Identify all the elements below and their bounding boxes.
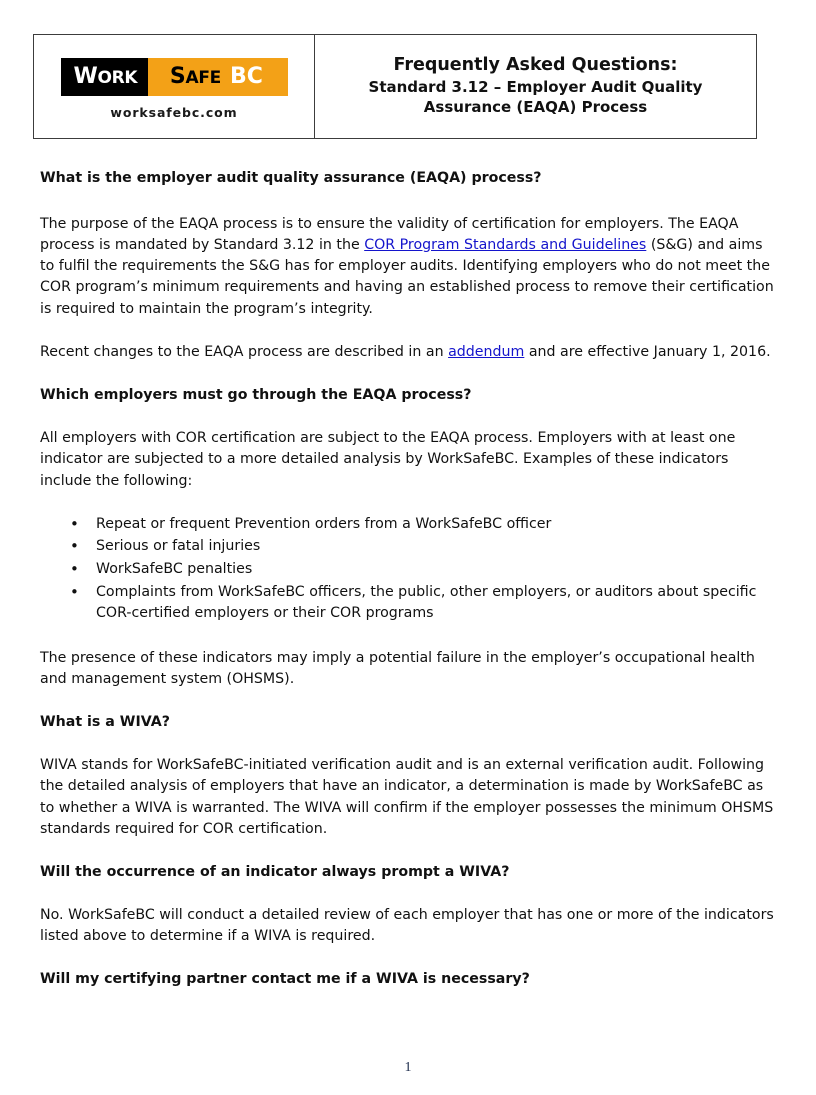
question-4: Will the occurrence of an indicator always prompt a WIVA? bbox=[40, 864, 510, 881]
list-item: • Repeat or frequent Prevention orders from a WorkSafeBC officer bbox=[40, 514, 774, 536]
spacer bbox=[40, 189, 774, 214]
header-title-line-3: Assurance (EAQA) Process bbox=[423, 98, 648, 117]
paragraph-1-text-b: (S&G) and aims to fulfil the requirements the S&G has for employer audits. Identifying employers who do not meet the COR program’s minimum requirements and having an established process to remove their certification is required to maintain the program’s integrity. bbox=[40, 236, 774, 317]
addendum-link[interactable]: addendum bbox=[448, 344, 525, 361]
spacer bbox=[40, 626, 774, 648]
paragraph-2-text-a: Recent changes to the EAQA process are described in an bbox=[40, 344, 449, 361]
paragraph-2-text-b: and are effective January 1, 2016. bbox=[524, 344, 771, 361]
spacer bbox=[40, 733, 774, 755]
logo-work-block bbox=[61, 58, 149, 96]
paragraph-1 bbox=[40, 214, 774, 320]
logo-safebc-block bbox=[148, 58, 287, 96]
paragraph-4: The presence of these indicators may imply a potential failure in the employer’s occupational health and management system (OHSMS). bbox=[40, 649, 755, 688]
list-item: • Complaints from WorkSafeBC officers, the public, other employers, or auditors about specific COR-certified employers or their COR programs bbox=[40, 582, 774, 625]
header-title-cell bbox=[315, 35, 756, 138]
logo-safe-rest: AFE bbox=[185, 67, 221, 88]
header-title-line-1: Frequently Asked Questions: bbox=[393, 54, 678, 75]
paragraph-1-text-a: The purpose of the EAQA process is to ensure the validity of certification for employers. The EAQA process is mandated by Standard 3.12 in the bbox=[40, 215, 739, 253]
list-item: • Serious or fatal injuries bbox=[40, 536, 774, 558]
logo-website-url: worksafebc.com bbox=[110, 104, 238, 120]
worksafebc-logo bbox=[61, 58, 288, 96]
question-2: Which employers must go through the EAQA process? bbox=[40, 387, 472, 404]
logo-work-text bbox=[73, 63, 138, 89]
spacer bbox=[40, 690, 774, 712]
spacer bbox=[40, 320, 774, 342]
spacer bbox=[40, 406, 774, 428]
logo-safe-initial: S bbox=[169, 63, 186, 89]
logo-work-rest: ORK bbox=[97, 67, 138, 88]
spacer bbox=[40, 947, 774, 969]
question-3: What is a WIVA? bbox=[40, 714, 170, 731]
header-logo-cell bbox=[34, 35, 315, 138]
spacer bbox=[40, 883, 774, 905]
cor-program-standards-link[interactable]: COR Program Standards and Guidelines bbox=[364, 236, 647, 253]
document-header-table bbox=[33, 34, 757, 139]
question-5: Will my certifying partner contact me if a WIVA is necessary? bbox=[40, 971, 530, 988]
paragraph-2 bbox=[40, 342, 774, 363]
spacer bbox=[40, 492, 774, 514]
paragraph-6: No. WorkSafeBC will conduct a detailed review of each employer that has one or more of the indicators listed above to determine if a WIVA is required. bbox=[40, 906, 774, 945]
list-item: • WorkSafeBC penalties bbox=[40, 559, 774, 581]
logo-bc-text: BC bbox=[229, 63, 263, 89]
paragraph-5: WIVA stands for WorkSafeBC-initiated verification audit and is an external verification audit. Following the detailed analysis of employers that have an indicator, a determination is made by WorkSafeBC as to whether a WIVA is warranted. The WIVA will confirm if the employer possesses the minimum OHSMS standards required for COR certification. bbox=[40, 756, 774, 837]
question-1: What is the employer audit quality assurance (EAQA) process? bbox=[40, 170, 542, 186]
indicator-list bbox=[40, 514, 774, 625]
paragraph-3: All employers with COR certification are subject to the EAQA process. Employers with at least one indicator are subjected to a more detailed analysis by WorkSafeBC. Examples of these indicators include the following: bbox=[40, 429, 736, 489]
logo-work-initial: W bbox=[73, 63, 98, 89]
spacer bbox=[40, 363, 774, 385]
document-body bbox=[40, 168, 774, 990]
logo-safe-text bbox=[169, 63, 221, 89]
header-title-line-2: Standard 3.12 – Employer Audit Quality bbox=[368, 77, 703, 96]
page-number: 1 bbox=[404, 1060, 412, 1075]
spacer bbox=[40, 840, 774, 862]
